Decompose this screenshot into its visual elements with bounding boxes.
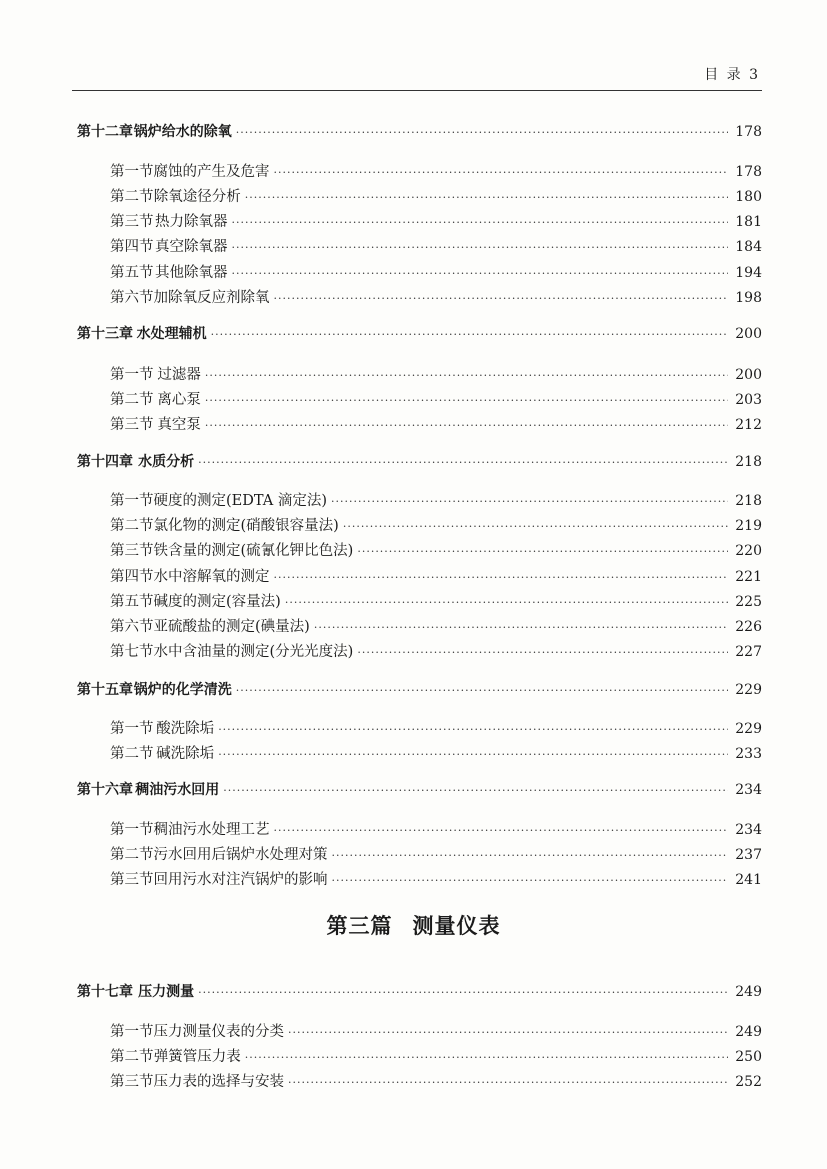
entry-title: 碱洗除垢 (156, 746, 215, 762)
entry-page: 221 (735, 569, 762, 585)
leader-dots (274, 292, 729, 305)
toc-section (110, 388, 762, 410)
leader-dots (274, 166, 729, 179)
entry-number: 第五节 (110, 265, 154, 281)
entry-title: 稠油污水回用 (135, 782, 220, 798)
toc-section (110, 185, 762, 207)
toc-chapter (77, 679, 762, 701)
entry-number: 第十六章 (77, 782, 133, 798)
leader-dots (198, 456, 728, 469)
toc-section (110, 413, 762, 435)
leader-dots (331, 495, 728, 508)
toc-section (110, 160, 762, 182)
leader-dots (231, 267, 728, 280)
header-text: 目 录 3 (704, 67, 760, 83)
entry-page: 194 (735, 265, 762, 281)
toc-section (110, 363, 762, 385)
leader-dots (332, 874, 729, 887)
entry-title: 热力除氧器 (154, 214, 228, 230)
toc-section (110, 717, 762, 739)
entry-page: 178 (735, 124, 762, 140)
entry-page: 212 (735, 417, 762, 433)
entry-title: 硬度的测定(EDTA 滴定法) (153, 493, 327, 509)
leader-dots (314, 621, 728, 634)
toc-section (110, 742, 762, 764)
entry-page: 198 (735, 290, 762, 306)
entry-title: 真空除氧器 (154, 239, 228, 255)
entry-title: 腐蚀的产生及危害 (153, 164, 270, 180)
entry-number: 第十四章 (77, 454, 133, 470)
entry-page: 233 (735, 746, 762, 762)
entry-number: 第四节 (110, 239, 154, 255)
toc-section (110, 1070, 762, 1092)
entry-number: 第七节 (110, 644, 154, 660)
leader-dots (218, 723, 728, 736)
toc-section (110, 489, 762, 511)
entry-title: 压力表的选择与安装 (153, 1074, 284, 1090)
entry-title: 加除氧反应剂除氧 (153, 290, 270, 306)
entry-page: 225 (735, 594, 762, 610)
toc-chapter (77, 451, 762, 473)
leader-dots (231, 241, 728, 254)
entry-title: 锅炉给水的除氧 (133, 124, 232, 140)
entry-page: 234 (735, 822, 762, 838)
leader-dots (357, 545, 728, 558)
entry-title: 水质分析 (138, 454, 195, 470)
entry-page: 250 (735, 1049, 762, 1065)
toc-section (110, 539, 762, 561)
leader-dots (357, 646, 728, 659)
toc-section (110, 261, 762, 283)
leader-dots (198, 986, 728, 999)
entry-number: 第一节 (110, 721, 154, 737)
entry-page: 226 (735, 619, 762, 635)
leader-dots (231, 216, 728, 229)
entry-page: 227 (735, 644, 762, 660)
entry-number: 第一节 (110, 1024, 154, 1040)
part-number: 第三篇 (326, 914, 393, 938)
leader-dots (274, 824, 729, 837)
entry-page: 249 (735, 984, 762, 1000)
entry-page: 241 (735, 872, 762, 888)
entry-number: 第二节 (110, 1049, 154, 1065)
entry-page: 218 (735, 493, 762, 509)
entry-title: 碱度的测定(容量法) (153, 594, 281, 610)
leader-dots (205, 369, 728, 382)
entry-page: 200 (735, 367, 762, 383)
toc-chapter (77, 779, 762, 801)
entry-page: 200 (735, 326, 762, 342)
entry-page: 252 (735, 1074, 762, 1090)
leader-dots (236, 126, 728, 139)
entry-number: 第二节 (110, 518, 154, 534)
entry-title: 稠油污水处理工艺 (153, 822, 270, 838)
leader-dots (332, 849, 729, 862)
entry-number: 第一节 (110, 822, 154, 838)
entry-page: 181 (735, 214, 762, 230)
entry-number: 第二节 (110, 847, 154, 863)
entry-title: 离心泵 (157, 392, 201, 408)
entry-page: 184 (735, 239, 762, 255)
entry-number: 第十二章 (77, 124, 133, 140)
toc-section (110, 640, 762, 662)
entry-number: 第十三章 (77, 326, 133, 342)
entry-number: 第一节 (110, 493, 154, 509)
leader-dots (288, 1076, 728, 1089)
page-header (72, 58, 762, 91)
entry-number: 第十五章 (77, 682, 133, 698)
entry-number: 第三节 (110, 214, 154, 230)
entry-number: 第三节 (110, 417, 154, 433)
entry-title: 氯化物的测定(硝酸银容量法) (153, 518, 339, 534)
entry-title: 过滤器 (157, 367, 201, 383)
entry-number: 第二节 (110, 189, 154, 205)
entry-title: 其他除氧器 (154, 265, 228, 281)
entry-page: 229 (735, 721, 762, 737)
entry-title: 水中含油量的测定(分光光度法) (153, 644, 354, 660)
toc-chapter (77, 121, 762, 143)
leader-dots (288, 1026, 728, 1039)
toc-section (110, 514, 762, 536)
entry-number: 第三节 (110, 543, 154, 559)
entry-title: 真空泵 (157, 417, 201, 433)
entry-page: 234 (735, 782, 762, 798)
entry-number: 第二节 (110, 746, 154, 762)
toc-section (110, 210, 762, 232)
entry-title: 水中溶解氧的测定 (153, 569, 270, 585)
entry-page: 249 (735, 1024, 762, 1040)
entry-title: 铁含量的测定(硫氰化钾比色法) (153, 543, 354, 559)
toc-section (110, 590, 762, 612)
entry-title: 除氧途径分析 (153, 189, 241, 205)
entry-number: 第一节 (110, 367, 154, 383)
leader-dots (205, 419, 728, 432)
leader-dots (245, 1051, 728, 1064)
entry-number: 第二节 (110, 392, 154, 408)
leader-dots (205, 394, 728, 407)
entry-title: 回用污水对注汽锅炉的影响 (153, 872, 328, 888)
entry-page: 229 (735, 682, 762, 698)
entry-title: 压力测量 (138, 984, 195, 1000)
toc-section (110, 565, 762, 587)
toc-section (110, 868, 762, 890)
toc-section (110, 1045, 762, 1067)
entry-number: 第六节 (110, 619, 154, 635)
leader-dots (285, 596, 728, 609)
toc-section (110, 615, 762, 637)
entry-title: 水处理辅机 (136, 326, 207, 342)
leader-dots (343, 520, 728, 533)
entry-number: 第一节 (110, 164, 154, 180)
entry-number: 第四节 (110, 569, 154, 585)
toc-section (110, 1020, 762, 1042)
entry-number: 第三节 (110, 1074, 154, 1090)
entry-page: 218 (735, 454, 762, 470)
entry-title: 酸洗除垢 (156, 721, 215, 737)
entry-number: 第三节 (110, 872, 154, 888)
toc-section (110, 843, 762, 865)
toc-section (110, 286, 762, 308)
part-name: 测量仪表 (412, 914, 501, 938)
entry-page: 219 (735, 518, 762, 534)
entry-page: 203 (735, 392, 762, 408)
entry-title: 压力测量仪表的分类 (153, 1024, 284, 1040)
entry-number: 第五节 (110, 594, 154, 610)
part-title (0, 910, 827, 940)
entry-number: 第六节 (110, 290, 154, 306)
entry-title: 污水回用后锅炉水处理对策 (153, 847, 328, 863)
entry-page: 220 (735, 543, 762, 559)
toc-section (110, 818, 762, 840)
toc-chapter (77, 323, 762, 345)
leader-dots (211, 328, 728, 341)
entry-number: 第十七章 (77, 984, 133, 1000)
entry-title: 弹簧管压力表 (153, 1049, 241, 1065)
entry-page: 180 (735, 189, 762, 205)
leader-dots (245, 191, 728, 204)
leader-dots (274, 571, 729, 584)
leader-dots (236, 684, 728, 697)
toc-chapter (77, 981, 762, 1003)
leader-dots (223, 784, 728, 797)
toc-section (110, 235, 762, 257)
leader-dots (218, 748, 728, 761)
entry-title: 亚硫酸盐的测定(碘量法) (153, 619, 310, 635)
entry-title: 锅炉的化学清洗 (133, 682, 232, 698)
entry-page: 237 (735, 847, 762, 863)
entry-page: 178 (735, 164, 762, 180)
